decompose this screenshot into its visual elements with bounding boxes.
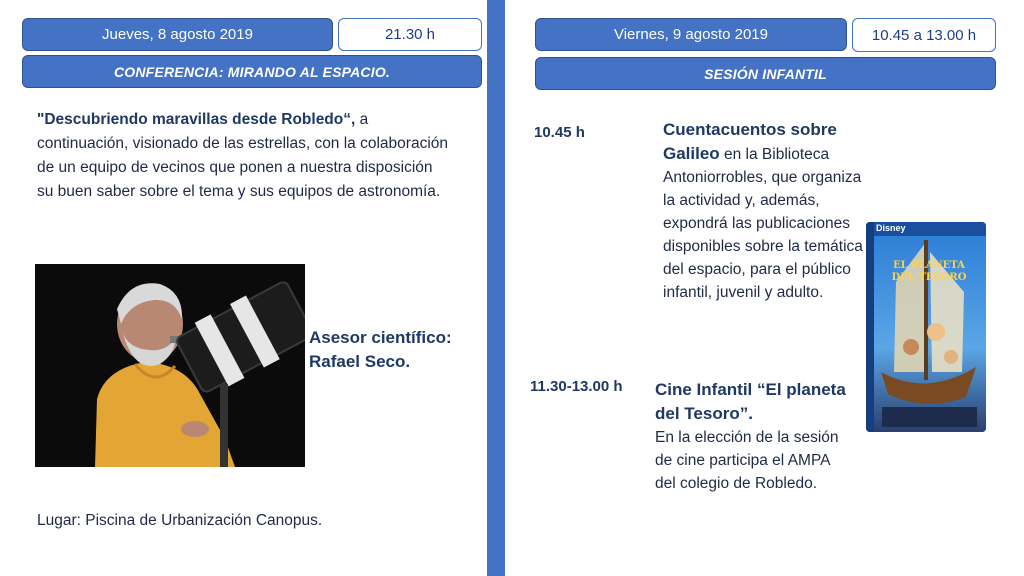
- left-description: [37, 108, 449, 204]
- right-time-box: [852, 18, 996, 52]
- dvd-brand: Disney: [876, 223, 906, 233]
- right-time: 10.45 a 13.00 h: [871, 26, 977, 44]
- right-date-box: [535, 18, 847, 51]
- event2-title: Cine Infantil “El planeta del Tesoro”.: [655, 380, 846, 423]
- astronomer-illustration: [35, 264, 305, 467]
- right-banner: [535, 57, 996, 90]
- column-divider: [487, 0, 505, 576]
- event1-time: 10.45 h: [534, 124, 585, 141]
- left-banner: [22, 55, 482, 88]
- left-time-box: [338, 18, 482, 51]
- event1-text: en la Biblioteca Antoniorrobles, que organiza la actividad y, además, expondrá las publicaciones disponibles sobre la temática del espacio, para el público infantil, juvenil y adulto.: [663, 146, 863, 301]
- left-description-text: a continuación, visionado de las estrellas, con la colaboración de un equipo de vecinos que ponen a nuestra disposición su buen saber sobre el tema y sus equipos de astronomía.: [37, 111, 448, 200]
- left-place: [37, 509, 457, 533]
- dvd-cover: [866, 222, 986, 432]
- event2-text: En la elección de la sesión de cine participa el AMPA del colegio de Robledo.: [655, 429, 839, 492]
- left-place-text: Lugar: Piscina de Urbanización Canopus.: [37, 512, 323, 529]
- astronomer-photo: [35, 264, 305, 467]
- left-banner-text: CONFERENCIA: MIRANDO AL ESPACIO.: [113, 63, 391, 80]
- event2-block: [655, 378, 850, 495]
- left-quote-title: "Descubriendo maravillas desde Robledo“,: [37, 111, 356, 128]
- advisor-block: [309, 326, 459, 374]
- event2-time: 11.30-13.00 h: [530, 378, 623, 395]
- advisor-label: Asesor científico:: [309, 328, 452, 347]
- event1-title: Cuentacuentos sobre Galileo: [663, 120, 837, 163]
- left-time: 21.30 h: [384, 26, 436, 43]
- advisor-name: Rafael Seco.: [309, 352, 411, 371]
- event1-description: [663, 118, 863, 304]
- left-date: Jueves, 8 agosto 2019: [102, 26, 253, 43]
- dvd-cover-art: [866, 222, 986, 432]
- left-date-box: [22, 18, 333, 51]
- dvd-title: EL PLANETA DEL TESORO: [891, 260, 967, 283]
- right-date: Viernes, 9 agosto 2019: [613, 26, 768, 43]
- right-banner-text: SESIÓN INFANTIL: [704, 65, 827, 82]
